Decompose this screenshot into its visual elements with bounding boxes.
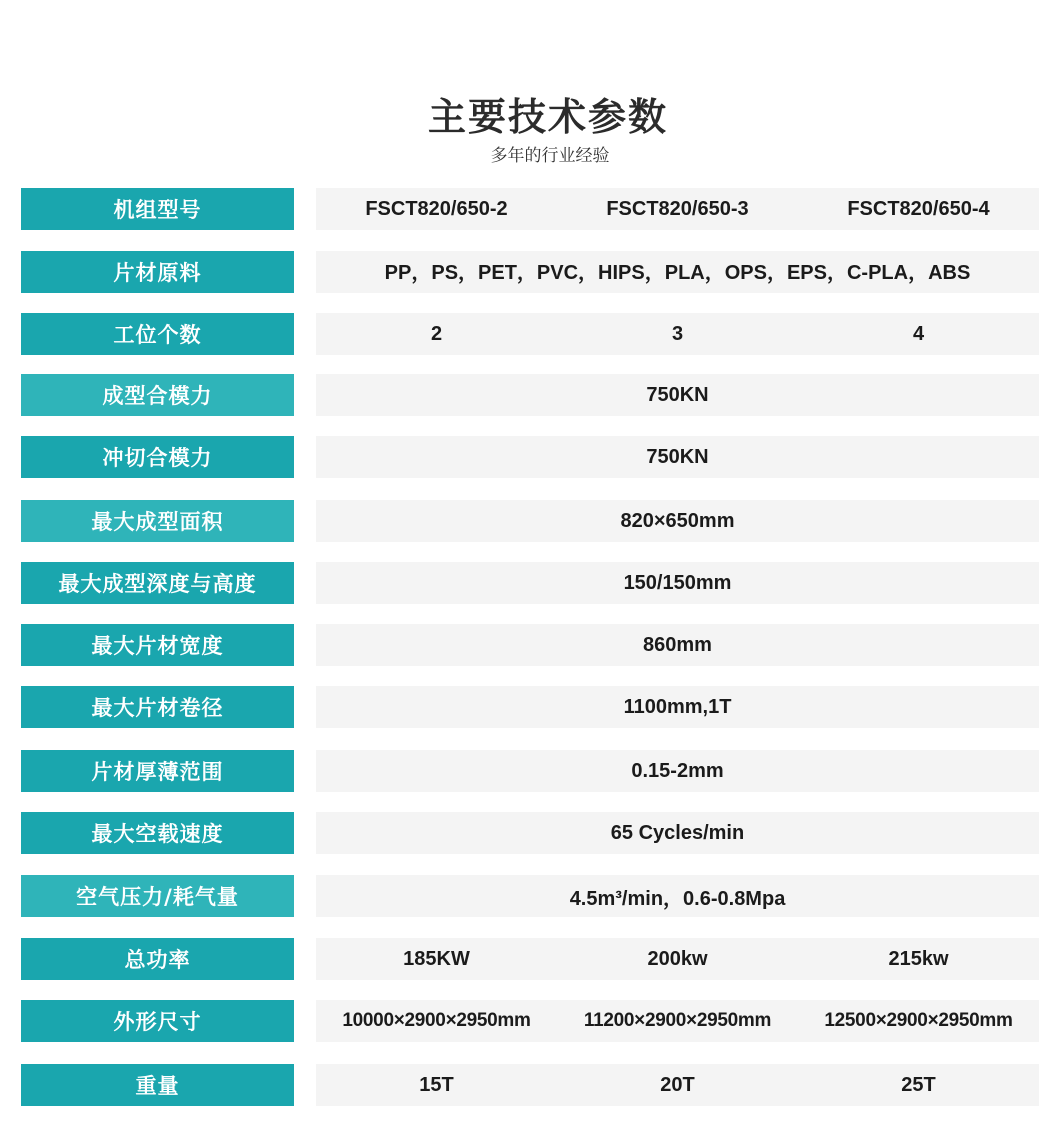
value-cell: FSCT820/650-4 <box>847 197 990 220</box>
value-cell: 750KN <box>646 383 709 406</box>
spec-row-sheet-width <box>0 624 1060 668</box>
value-cell: 4 <box>912 322 925 345</box>
value-cell: 12500×2900×2950mm <box>824 1010 1013 1031</box>
value-cell: 0.15-2mm <box>631 759 724 782</box>
value-cell: 20T <box>660 1073 695 1096</box>
page-subtitle: 多年的行业经验 <box>490 146 610 166</box>
value-cell: PP，PS，PET，PVC，HIPS，PLA，OPS，EPS，C-PLA，ABS <box>384 262 971 284</box>
row-label: 重量 <box>21 1064 294 1106</box>
spec-row-dimensions <box>0 1000 1060 1044</box>
spec-row-cutting-force <box>0 436 1060 480</box>
value-cell: 215kw <box>888 947 949 970</box>
value-cell: 25T <box>901 1073 936 1096</box>
row-values <box>316 188 1039 230</box>
value-cell: 750KN <box>646 445 709 468</box>
row-values <box>316 436 1039 478</box>
row-label: 最大片材宽度 <box>21 624 294 666</box>
row-values <box>316 686 1039 728</box>
spec-row-roll-diameter <box>0 686 1060 730</box>
value-cell: 860mm <box>643 633 712 656</box>
row-label: 最大成型深度与高度 <box>21 562 294 604</box>
value-cell: 10000×2900×2950mm <box>342 1010 531 1031</box>
spec-row-forming-force <box>0 374 1060 418</box>
row-values <box>316 500 1039 542</box>
value-cell: 65 Cycles/min <box>610 821 745 844</box>
row-values <box>316 750 1039 792</box>
row-values <box>316 624 1039 666</box>
row-values <box>316 251 1039 293</box>
page-title: 主要技术参数 <box>427 95 668 139</box>
row-label: 空气压力/耗气量 <box>21 875 294 917</box>
row-values <box>316 938 1039 980</box>
row-label: 总功率 <box>21 938 294 980</box>
spec-row-air <box>0 875 1060 919</box>
row-values <box>316 875 1039 917</box>
value-cell: 820×650mm <box>620 509 735 532</box>
spec-row-forming-area <box>0 500 1060 544</box>
row-label: 最大片材卷径 <box>21 686 294 728</box>
spec-row-model <box>0 188 1060 232</box>
spec-row-stations <box>0 313 1060 357</box>
row-values <box>316 374 1039 416</box>
value-cell: 2 <box>430 322 443 345</box>
row-label: 片材厚薄范围 <box>21 750 294 792</box>
row-label: 工位个数 <box>21 313 294 355</box>
value-cell: 11200×2900×2950mm <box>583 1010 772 1031</box>
row-values <box>316 1000 1039 1042</box>
row-label: 冲切合模力 <box>21 436 294 478</box>
value-cell: 4.5m³/min，0.6-0.8Mpa <box>569 887 786 910</box>
value-cell: 200kw <box>647 947 708 970</box>
row-label: 成型合模力 <box>21 374 294 416</box>
spec-row-speed <box>0 812 1060 856</box>
row-label: 片材原料 <box>21 251 294 293</box>
value-cell: FSCT820/650-3 <box>606 197 749 220</box>
row-values <box>316 812 1039 854</box>
row-label: 机组型号 <box>21 188 294 230</box>
row-label: 最大空载速度 <box>21 812 294 854</box>
row-values <box>316 562 1039 604</box>
value-cell: FSCT820/650-2 <box>365 197 508 220</box>
spec-row-power <box>0 938 1060 982</box>
row-label: 最大成型面积 <box>21 500 294 542</box>
row-label: 外形尺寸 <box>21 1000 294 1042</box>
value-cell: 15T <box>419 1073 454 1096</box>
spec-row-weight <box>0 1064 1060 1108</box>
value-cell: 3 <box>671 322 684 345</box>
row-values <box>316 313 1039 355</box>
spec-row-forming-depth <box>0 562 1060 606</box>
value-cell: 185KW <box>403 947 470 970</box>
row-values <box>316 1064 1039 1106</box>
value-cell: 1100mm,1T <box>623 695 732 718</box>
spec-row-material <box>0 251 1060 295</box>
spec-row-thickness <box>0 750 1060 794</box>
value-cell: 150/150mm <box>623 571 732 594</box>
